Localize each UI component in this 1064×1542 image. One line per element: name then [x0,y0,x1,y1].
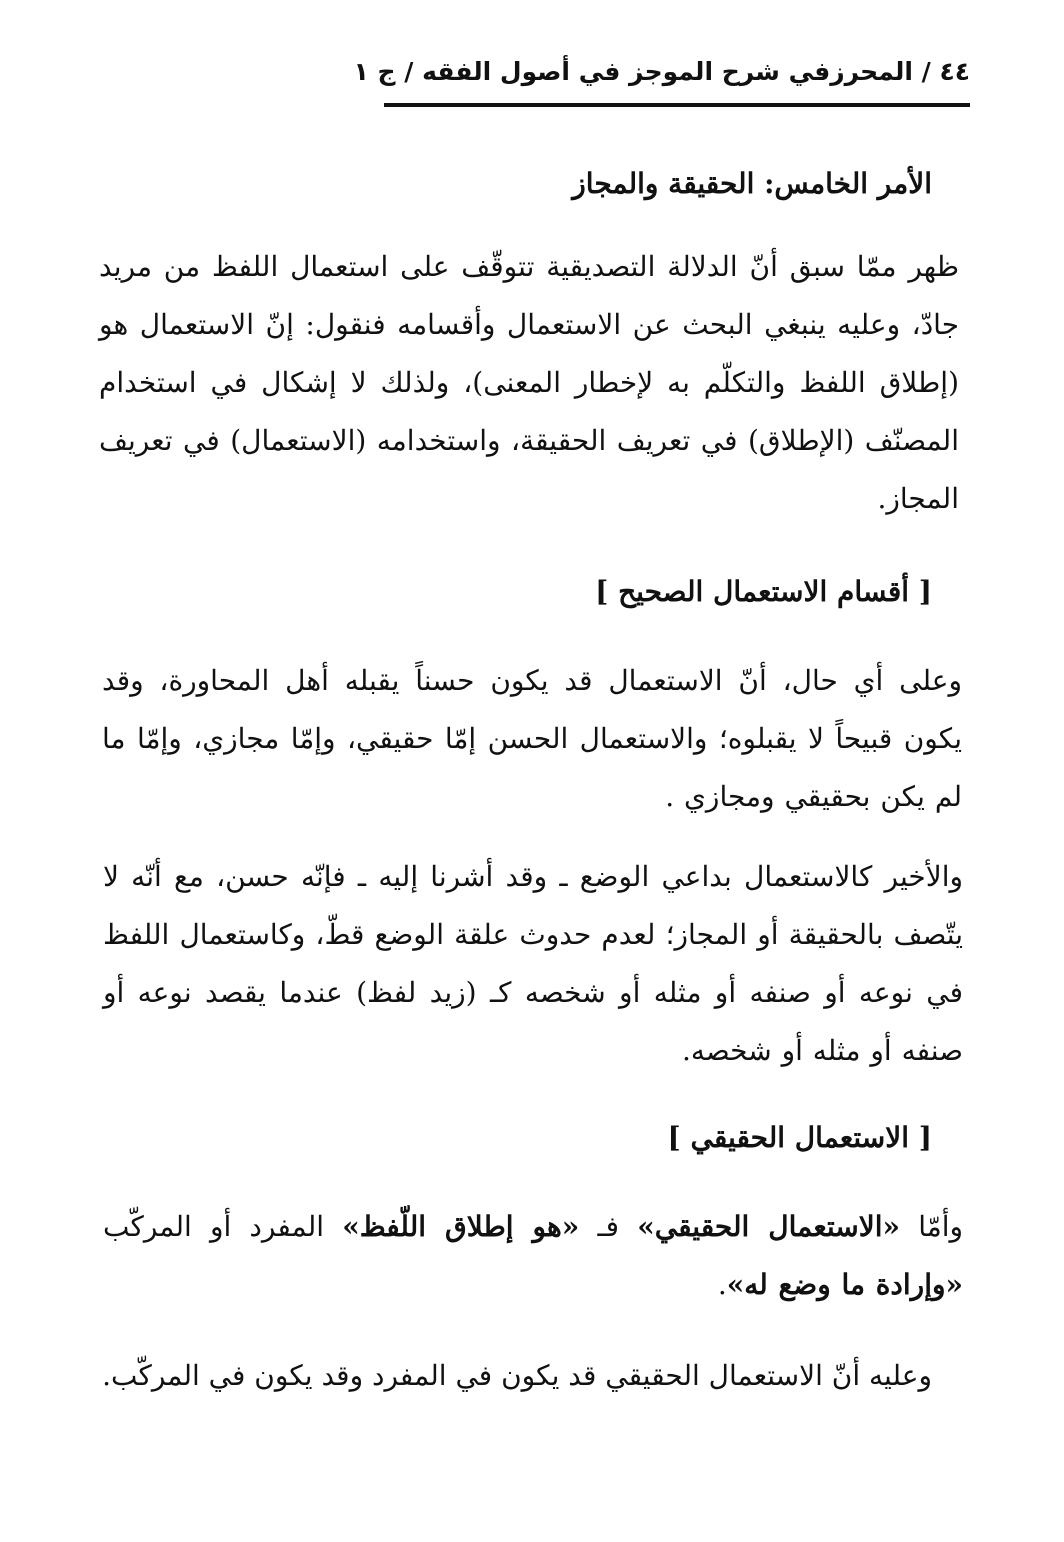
section-heading-correct-usage: [ أقسام الاستعمال الصحيح ] [595,575,932,608]
paragraph-4-part-2: فـ [579,1210,638,1243]
header-rule [384,103,970,107]
paragraph-4-quote-1: «الاستعمال الحقيقي» [637,1210,901,1243]
running-header-title: ٤٤ / المحرزفي شرح الموجز في أصول الفقه / ج ١ [353,57,970,86]
main-title: الأمر الخامس: الحقيقة والمجاز [572,167,932,200]
running-header [353,52,970,110]
paragraph-4-quote-2: «هو إطلاق اللّفظ» [342,1210,580,1243]
paragraph-3: والأخير كالاستعمال بداعي الوضع ـ وقد أشرنا إليه ـ فإنّه حسن، مع أنّه لا يتّصف بالحقيقة أو المجاز؛ لعدم حدوث علقة الوضع قطّ، وكاستعمال اللفظ في نوعه أو صنفه أو مثله أو شخصه كـ (زيد لفظ) عندما يقصد نوعه أو صنفه أو مثله أو شخصه. [103,860,963,1067]
paragraph-2: وعلى أي حال، أنّ الاستعمال قد يكون حسناً يقبله أهل المحاورة، وقد يكون قبيحاً لا يقبلوه؛ والاستعمال الحسن إمّا حقيقي، وإمّا مجازي، وإمّا ما لم يكن بحقيقي ومجازي . [102,664,962,813]
paragraph-4-part-1: وأمّا [900,1210,964,1243]
paragraph-4-part-3: المفرد أو المركّب [103,1210,343,1243]
paragraph-4-part-4: . [717,1268,727,1301]
paragraph-4-quote-3: «وإرادة ما وضع له» [726,1268,963,1301]
section-heading-literal-usage: [ الاستعمال الحقيقي ] [667,1121,932,1154]
paragraph-4 [103,1198,963,1314]
paragraph-1: ظهر ممّا سبق أنّ الدلالة التصديقية تتوقّف على استعمال اللفظ من مريد جادّ، وعليه ينبغي البحث عن الاستعمال وأقسامه فنقول: إنّ الاستعمال هو (إطلاق اللفظ والتكلّم به لإخطار المعنى)، ولذلك لا إشكال في استخدام المصنّف (الإطلاق) في تعريف الحقيقة، واستخدامه (الاستعمال) في تعريف المجاز. [99,250,959,515]
paragraph-5: وعليه أنّ الاستعمال الحقيقي قد يكون في المفرد وقد يكون في المركّب. [102,1359,932,1392]
